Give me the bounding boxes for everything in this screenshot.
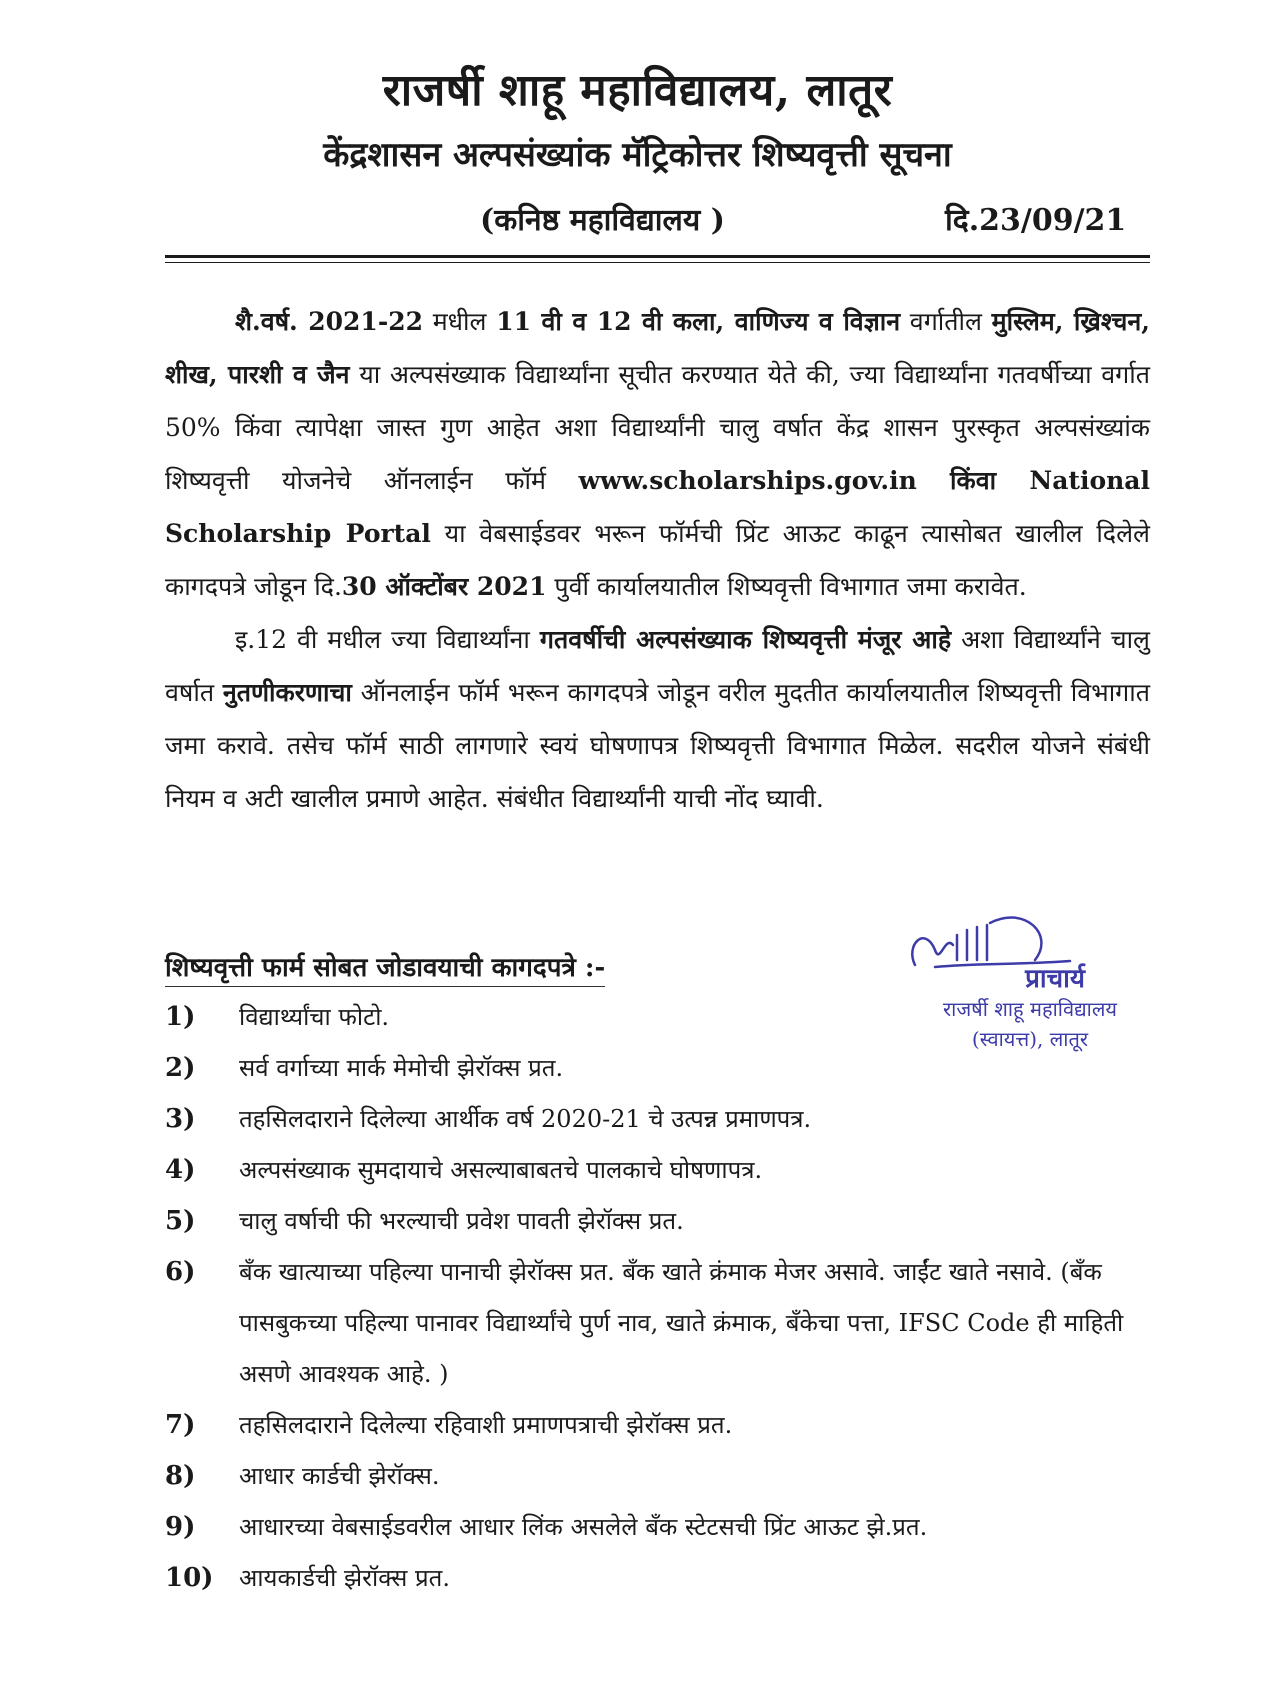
header-divider-thin	[165, 262, 1150, 263]
stamp-line-college: राजर्षी शाहू महाविद्यालय	[942, 997, 1118, 1021]
header-divider-thick	[165, 255, 1150, 258]
item-number: 8)	[165, 1461, 196, 1491]
item-number: 4)	[165, 1155, 196, 1185]
list-item	[165, 1502, 1150, 1553]
item-text: चालु वर्षाची फी भरल्याची प्रवेश पावती झेरॉक्स प्रत.	[239, 1207, 684, 1235]
portal-url: www.scholarships.gov.in किंवा National Scholarship Portal	[165, 466, 1150, 548]
item-number: 7)	[165, 1410, 196, 1440]
list-item	[165, 1247, 1150, 1400]
item-text: आयकार्डची झेरॉक्स प्रत.	[239, 1564, 450, 1592]
item-number: 5)	[165, 1206, 196, 1236]
item-text: तहसिलदाराने दिलेल्या रहिवाशी प्रमाणपत्राची झेरॉक्स प्रत.	[239, 1411, 733, 1439]
item-text: सर्व वर्गाच्या मार्क मेमोची झेरॉक्स प्रत.	[239, 1054, 564, 1082]
deadline-date: 30 ऑक्टोंबर 2021	[341, 572, 547, 601]
college-name-title: राजर्षी शाहू महाविद्यालय, लातूर	[382, 65, 893, 116]
item-text: अल्पसंख्याक सुमदायाचे असल्याबाबतचे पालकाचे घोषणापत्र.	[239, 1156, 763, 1184]
item-text: विद्यार्थ्यांचा फोटो.	[239, 1003, 390, 1031]
list-item	[165, 1094, 1150, 1145]
renewal-text: नुतणीकरणाचा	[222, 678, 352, 707]
list-item	[165, 1553, 1150, 1604]
documents-heading: शिष्यवृत्ती फार्म सोबत जोडावयाची कागदपत्रे :-	[165, 948, 605, 987]
documents-list	[165, 992, 1150, 1604]
notice-subtitle: केंद्रशासन अल्पसंख्यांक मॅट्रिकोत्तर शिष्यवृत्ती सूचना	[323, 135, 952, 175]
item-text: बँक खात्याच्या पहिल्या पानाची झेरॉक्स प्रत. बँक खाते क्रंमाक मेजर असावे. जाईंट खाते नसावे. (बँक पासबुकच्या पहिल्या पानावर विद्यार्थ्यांचे पुर्ण नाव, खाते क्रंमाक, बँकेचा पत्ता, IFSC Code ही माहिती असणे आवश्यक आहे. )	[239, 1258, 1124, 1388]
list-item	[165, 1145, 1150, 1196]
item-number: 10)	[165, 1563, 214, 1593]
paragraph-renewal	[165, 613, 1150, 825]
list-item	[165, 1451, 1150, 1502]
item-number: 6)	[165, 1257, 196, 1287]
p2-text: अशा विद्यार्थ्यांने चालु वर्षात	[165, 625, 1150, 707]
item-number: 2)	[165, 1053, 196, 1083]
list-item	[165, 1196, 1150, 1247]
list-item	[165, 1400, 1150, 1451]
minority-communities: मुस्लिम, ख्रिश्चन, शीख, पारशी व जैन	[165, 307, 1150, 389]
category-label: (कनिष्ठ महाविद्यालय )	[480, 203, 725, 238]
academic-year: शै.वर्ष. 2021-22	[235, 307, 423, 336]
notice-body	[165, 295, 1150, 825]
p1-text: मधील	[423, 307, 497, 336]
p1-text: या अल्पसंख्याक विद्यार्थ्यांना सूचीत करण्यात येते की, ज्या विद्यार्थ्यांना गतवर्षीच्या वर्गात 50% किंवा त्यापेक्षा जास्त गुण आहेत अशा विद्यार्थ्यांनी चालु वर्षात केंद्र शासन पुरस्कृत अल्पसंख्यांक शिष्यवृत्ती योजनेचे ऑनलाईन फॉर्म	[165, 360, 1150, 495]
p1-text: पुर्वी कार्यालयातील शिष्यवृत्ती विभागात जमा करावेत.	[546, 572, 1027, 601]
item-number: 9)	[165, 1512, 196, 1542]
stamp-line-location: (स्वायत्त), लातूर	[971, 1027, 1089, 1051]
item-text: आधार कार्डची झेरॉक्स.	[239, 1462, 440, 1490]
p1-text: या वेबसाईडवर भरून फॉर्मची प्रिंट आऊट काढून त्यासोबत खालील दिलेले कागदपत्रे जोडून दि.	[165, 519, 1150, 601]
principal-title: प्राचार्य	[1025, 964, 1085, 994]
item-number: 1)	[165, 1002, 196, 1032]
item-text: तहसिलदाराने दिलेल्या आर्थीक वर्ष 2020-21 चे उत्पन्न प्रमाणपत्र.	[239, 1105, 812, 1133]
p2-text: इ.12 वी मधील ज्या विद्यार्थ्यांना	[235, 625, 540, 654]
classes-streams: 11 वी व 12 वी कला, वाणिज्य व विज्ञान	[496, 307, 901, 336]
signature-scribble-icon	[895, 905, 1165, 995]
p1-text: वर्गातील	[900, 307, 992, 336]
list-item	[165, 1043, 1150, 1094]
item-text: आधारच्या वेबसाईडवरील आधार लिंक असलेले बँक स्टेटसची प्रिंट आऊट झे.प्रत.	[239, 1513, 928, 1541]
paragraph-eligibility	[165, 295, 1150, 613]
item-number: 3)	[165, 1104, 196, 1134]
previous-sanction-text: गतवर्षीची अल्पसंख्याक शिष्यवृत्ती मंजूर आहे	[539, 625, 952, 654]
p2-text: ऑनलाईन फॉर्म भरून कागदपत्रे जोडून वरील मुदतीत कार्यालयातील शिष्यवृत्ती विभागात जमा करावे. तसेच फॉर्म साठी लागणारे स्वयं घोषणापत्र शिष्यवृत्ती विभागात मिळेल. सदरील योजने संबंधी नियम व अटी खालील प्रमाणे आहेत. संबंधीत विद्यार्थ्यांनी याची नोंद घ्यावी.	[165, 678, 1150, 813]
list-item	[165, 992, 1150, 1043]
notice-date: दि.23/09/21	[945, 203, 1127, 238]
